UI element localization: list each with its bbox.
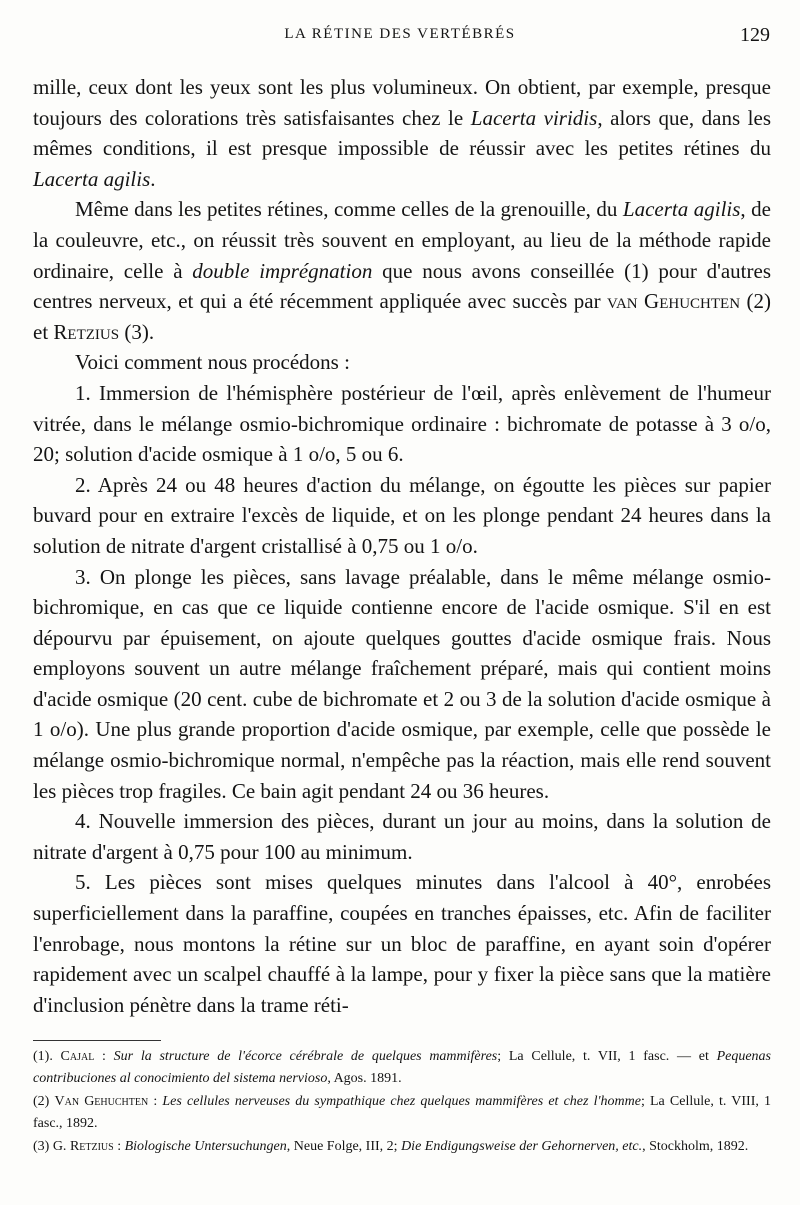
italic-text: Lacerta viridis (470, 105, 598, 130)
text-run: (3). (119, 319, 155, 344)
footnote (33, 1046, 771, 1089)
text-run: 2. Après 24 ou 48 heures d'action du mélange, on égoutte les pièces sur papier buvard pour en extraire l'excès de liquide, et on les plonge pendant 24 heures dans la solution de nitrate d'argent cristallisé à 0,75 ou 1 o/o. (33, 472, 771, 558)
footnote-run: , Neue Folge, III, 2; (286, 1139, 402, 1154)
footnote (33, 1136, 771, 1158)
author-name: Van Gehuchten (54, 1094, 149, 1109)
page-number: 129 (740, 24, 770, 46)
italic-text: Biologische Untersuchungen (124, 1139, 287, 1154)
italic-text: Pequenas contribuciones al conocimiento del sistema nervioso (33, 1049, 771, 1086)
footnote-run: ; La Cellule, t. VIII, 1 fasc., 1892. (33, 1094, 772, 1131)
footnote (33, 1091, 771, 1134)
text-run: Même dans les petites rétines, comme celles de la grenouille, du (75, 197, 623, 222)
footnote-run: , Stockholm, 1892. (642, 1139, 749, 1154)
footnote-run: : (113, 1139, 125, 1154)
italic-text: double imprégnation (192, 258, 373, 283)
text-run: 5. Les pièces sont mises quelques minutes dans l'alcool à 40°, enrobées superficiellement dans la paraffine, coupées en tranches épaisses, etc. Afin de faciliter l'enrobage, nous montons la rétine sur un bloc de paraffine, en ayant soin d'opérer rapidement avec un scalpel chauffé à la lampe, pour y fixer la pièce sans que la matière d'inclusion pénètre dans la trame réti- (33, 870, 771, 1017)
author-name: Retzius (53, 319, 120, 344)
footnote-rule (33, 1040, 161, 1041)
footnote-run: , Agos. 1891. (327, 1070, 402, 1086)
footnote-run: : (148, 1094, 163, 1109)
running-title: LA RÉTINE DES VERTÉBRÉS (284, 26, 516, 42)
body-paragraph (33, 806, 771, 867)
footnote-run: (3) G. (33, 1139, 70, 1154)
italic-text: Lacerta agilis (622, 197, 741, 222)
text-run: (2) et (33, 289, 771, 344)
body-paragraph (33, 347, 771, 378)
text-run: , de la couleuvre, etc., on réussit très souvent en employant, au lieu de la méthode rapide ordinaire, celle à (33, 197, 771, 283)
italic-text: Lacerta agilis (33, 166, 151, 191)
footnote-run: (1). (33, 1049, 61, 1064)
author-name: Cajal (60, 1049, 95, 1064)
body-paragraph (33, 72, 771, 194)
italic-text: Sur la structure de l'écorce cérébrale de quelques mammifères (113, 1049, 498, 1064)
footnote-run: ; La Cellule, t. VII, 1 fasc. — et (497, 1049, 717, 1064)
text-run: 1. Immersion de l'hémisphère postérieur de l'œil, après enlèvement de l'humeur vitrée, dans le mélange osmio-bichromique ordinaire : bichromate de potasse à 3 o/o, 20; solution d'acide osmique à 1 o/o, 5 ou 6. (33, 380, 771, 467)
text-run: que nous avons conseillée (1) pour d'autres centres nerveux, et qui a été récemment appliquée avec succès par (33, 258, 771, 314)
author-name: Retzius (69, 1139, 114, 1154)
italic-text: Les cellules nerveuses du sympathique chez quelques mammifères et chez l'homme (162, 1094, 641, 1109)
author-name: van Gehuchten (607, 289, 741, 314)
text-run: Voici comment nous procédons : (75, 350, 350, 375)
text-run: . (150, 166, 156, 191)
body-paragraph (33, 562, 771, 807)
body-text (33, 72, 771, 1020)
footnote-run: (2) (33, 1094, 55, 1109)
text-run: 3. On plonge les pièces, sans lavage préalable, dans le même mélange osmio-bichromique, en cas que ce liquide contienne encore de l'acide osmique. S'il en est dépourvu par épuisement, on ajoute quelques gouttes d'acide osmique frais. Nous employons souvent un autre mélange fraîchement préparé, mais qui contient moins d'acide osmique (20 cent. cube de bichromate et 2 ou 3 de la solution d'acide osmique à 1 o/o). Une plus grande proportion d'acide osmique, par exemple, celle que possède le mélange osmio-bichromique normal, n'empêche pas la réaction, mais elle rend souvent les pièces trop fragiles. Ce bain agit pendant 24 ou 36 heures. (33, 564, 771, 803)
text-run: , alors que, dans les mêmes conditions, il est presque impossible de réussir avec les petites rétines du (33, 105, 772, 161)
text-run: mille, ceux dont les yeux sont les plus volumineux. On obtient, par exemple, presque toujours des colorations très satisfaisantes chez le (33, 75, 771, 130)
footnotes (33, 1046, 771, 1160)
page-header (0, 26, 800, 52)
text-run: 4. Nouvelle immersion des pièces, durant un jour au moins, dans la solution de nitrate d'argent à 0,75 pour 100 au minimum. (33, 809, 771, 864)
italic-text: Die Endigungsweise der Gehornerven, etc. (401, 1139, 643, 1154)
body-paragraph (33, 378, 771, 470)
body-paragraph (33, 470, 771, 562)
body-paragraph (33, 867, 771, 1020)
body-paragraph (33, 194, 771, 347)
footnote-run: : (94, 1049, 114, 1064)
